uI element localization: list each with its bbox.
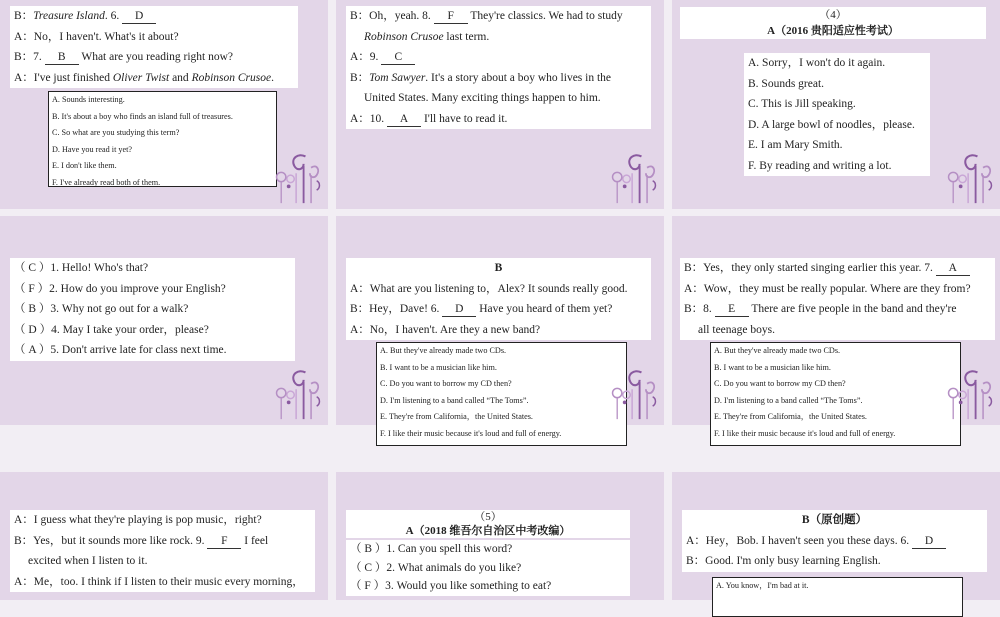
section-title: A（2018 维吾尔自治区中考改编） [405,525,571,537]
answer-blank: F [207,534,241,549]
line-b6: B：Hey，Dave! 6. D Have you heard of them yet? [350,303,613,315]
flower-decoration-icon [606,363,662,423]
section-header [346,510,630,538]
answer-blank: C [381,50,415,65]
answer-blank: D [122,9,156,24]
question-item: （ B ）1. Can you spell this word? [350,543,513,555]
question-item: （ D ）4. May I take your order，please? [14,323,209,336]
options-box [376,342,627,446]
line-b8: B：Oh，yeah. 8. F They're classics. We had to study [350,10,623,22]
dialogue-text [682,510,987,572]
line-a6: A：Hey，Bob. I haven't seen you these days. 6. D [686,531,983,552]
dialogue-text [10,6,298,88]
line-cont: all teenage boys. [698,323,775,336]
option-a: A. But they've already made two CDs. [714,346,841,355]
answer-blank: D [442,302,476,317]
option-b: B. I want to be a musician like him. [714,362,831,372]
section-heading: B [494,262,503,274]
question-item: （ F ）3. Would you like something to eat? [350,580,552,592]
option-c: C. Do you want to borrow my CD then? [380,379,512,388]
option-e: E. They're from California，the United States. [714,412,867,421]
slide-2[interactable] [336,0,664,209]
option-e: E. They're from California，the United States. [380,412,533,421]
option-f: F. I like their music because it's loud and full of energy. [380,428,562,438]
question-item: （ B ）3. Why not go out for a walk? [14,303,189,315]
line-b7: B：Yes，they only started singing earlier this year. 7. A [684,258,991,279]
flower-decoration-icon [270,363,326,423]
section-heading: B（原创题） [801,514,868,526]
option-e: E. I am Mary Smith. [748,139,843,151]
slide-4[interactable] [0,216,328,425]
slide-6[interactable] [672,216,1000,438]
option-d: D. Have you read it yet? [52,144,133,154]
answers-list [346,540,630,596]
options-box [710,342,961,446]
question-item: （ C ）1. Hello! Who's that? [14,262,149,274]
slide-5[interactable] [336,216,664,438]
slide-3[interactable] [672,0,1000,209]
options-box [712,577,963,617]
dialogue-text [346,258,651,340]
option-f: F. I like their music because it's loud and full of energy. [714,428,896,438]
option-d: D. A large bowl of noodles，please. [748,118,915,131]
line-a: A：What are you listening to，Alex? It sounds really good. [350,282,628,295]
line-a: A：Wow，they must be really popular. Where are they from? [684,282,971,295]
section-header [680,7,986,39]
flower-decoration-icon [606,147,662,207]
options-box [48,91,277,187]
line-a2: A：No，I haven't. Are they a new band? [350,323,541,336]
option-b: B. Sounds great. [748,77,825,90]
slide-7[interactable] [0,472,328,600]
section-title: A（2016 贵阳适应性考试） [767,25,899,37]
answer-blank: B [45,50,79,65]
line-a10: A：10. A I'll have to read it. [350,112,508,125]
line-b: B：Tom Sawyer. It's a story about a boy who lives in the [350,71,612,84]
slide-8[interactable] [336,472,664,600]
answer-blank: A [936,261,970,276]
option-c: C. This is Jill speaking. [748,98,856,110]
option-e: E. I don't like them. [52,161,117,170]
flower-decoration-icon [270,147,326,207]
line-b: B：Good. I'm only busy learning English. [686,555,881,567]
options-list [744,53,930,176]
option-c: C. So what are you studying this term? [52,128,180,137]
answer-blank: D [912,534,946,549]
slide-9[interactable] [672,472,1000,600]
option-a: A. But they've already made two CDs. [380,346,507,355]
slide-1[interactable] [0,0,328,209]
line-a9: A：9. C [350,47,647,68]
flower-decoration-icon [942,147,998,207]
option-a: A. Sounds interesting. [52,95,125,104]
line-b9: B：Yes，but it sounds more like rock. 9. F I feel [14,534,269,547]
option-b: B. It's about a boy who finds an island full of treasures. [52,111,233,121]
dialogue-text [10,510,315,592]
line-a2: A：Me，too. I think if I listen to their music every morning， [14,575,304,588]
question-item: （ A ）5. Don't arrive late for class next time. [14,344,227,356]
line-b6: B：Treasure Island. 6. D [14,6,294,27]
option-d: D. I'm listening to a band called “The Toms”. [380,395,529,405]
option-c: C. Do you want to borrow my CD then? [714,379,846,388]
answers-list [10,258,295,361]
line-cont2: United States. Many exciting things happen to him. [364,92,601,104]
question-item: （ C ）2. What animals do you like? [350,561,522,574]
option-a: A. You know，I'm bad at it. [716,581,809,590]
option-a: A. Sorry，I won't do it again. [748,57,886,69]
line-a: A：I guess what they're playing is pop music，right? [14,514,262,526]
line-a: A：No，I haven't. What's it about? [14,30,179,43]
answer-blank: A [387,112,421,127]
dialogue-text [346,6,651,129]
line-b7: B：7. B What are you reading right now? [14,51,234,63]
section-number: （5） [474,511,502,523]
option-f: F. I've already read both of them. [52,177,161,187]
line-cont: Robinson Crusoe last term. [364,30,490,43]
section-number: （4） [819,9,847,21]
answer-blank: F [434,9,468,24]
line-a2: A：I've just finished Oliver Twist and Robinson Crusoe. [14,71,274,84]
option-b: B. I want to be a musician like him. [380,362,497,372]
question-item: （ F ）2. How do you improve your English? [14,282,226,295]
flower-decoration-icon [942,363,998,423]
option-f: F. By reading and writing a lot. [748,159,892,172]
option-d: D. I'm listening to a band called “The Toms”. [714,395,863,405]
dialogue-text [680,258,995,340]
line-b8: B：8. E There are five people in the band and they're [684,303,957,315]
answer-blank: E [715,302,749,317]
line-cont: excited when I listen to it. [28,555,148,567]
